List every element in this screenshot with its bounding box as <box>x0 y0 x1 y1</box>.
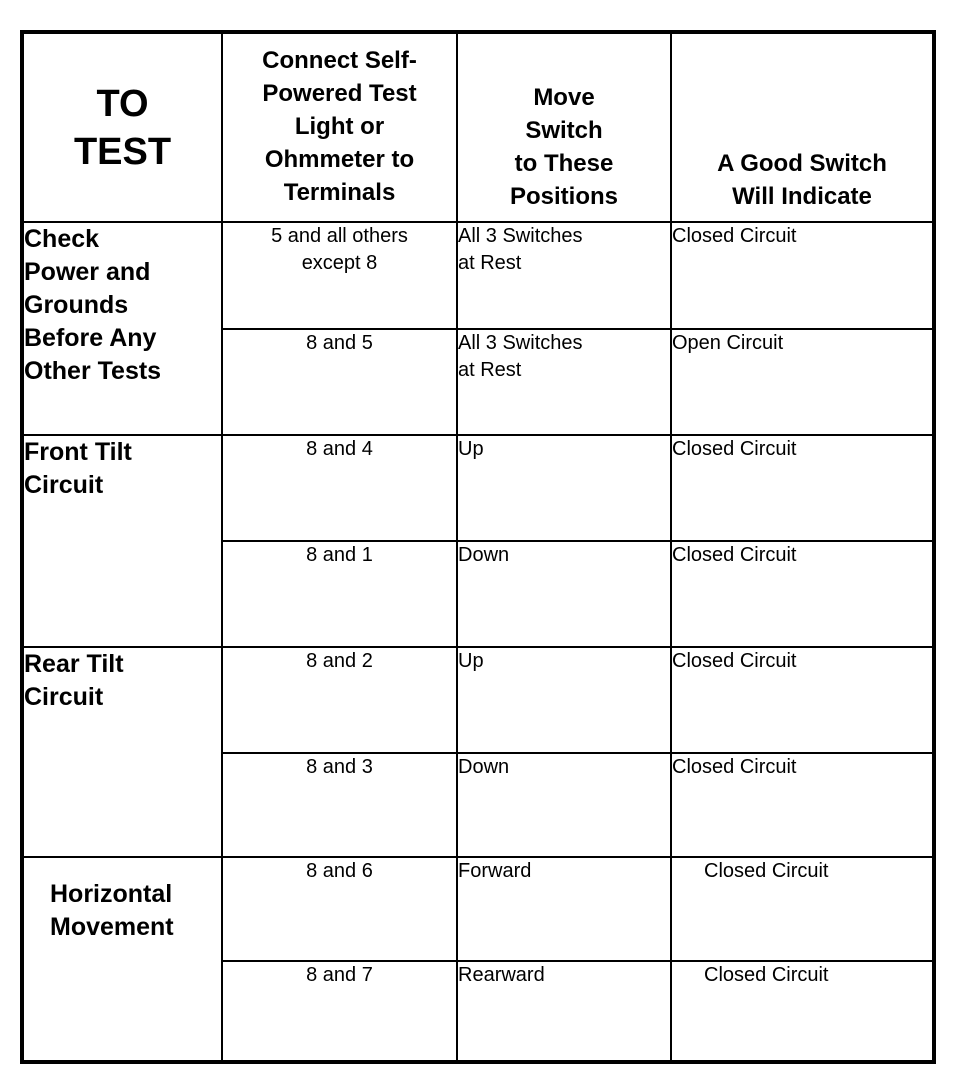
terminals-cell: 8 and 2 <box>222 647 457 753</box>
header-indicate: A Good Switch Will Indicate <box>671 32 934 222</box>
switch-test-document <box>20 30 936 1064</box>
position-cell: Forward <box>457 857 671 961</box>
table-row <box>22 647 934 753</box>
position-cell: Down <box>457 541 671 647</box>
table-row <box>22 222 934 329</box>
indication-cell: Closed Circuit <box>671 753 934 857</box>
terminals-cell: 8 and 5 <box>222 329 457 435</box>
position-cell: All 3 Switches at Rest <box>457 329 671 435</box>
terminals-cell: 8 and 6 <box>222 857 457 961</box>
header-terminals: Connect Self- Powered Test Light or Ohmmeter to Terminals <box>222 32 457 222</box>
position-cell: Down <box>457 753 671 857</box>
group-front-tilt: Front Tilt Circuit <box>22 435 222 647</box>
header-positions: Move Switch to These Positions <box>457 32 671 222</box>
header-row <box>22 32 934 222</box>
indication-cell: Closed Circuit <box>671 961 934 1062</box>
indication-cell: Closed Circuit <box>671 222 934 329</box>
position-cell: Rearward <box>457 961 671 1062</box>
position-cell: Up <box>457 647 671 753</box>
group-power-grounds: Check Power and Grounds Before Any Other Tests <box>22 222 222 435</box>
indication-cell: Closed Circuit <box>671 541 934 647</box>
switch-test-table <box>20 30 936 1064</box>
position-cell: Up <box>457 435 671 541</box>
indication-cell: Open Circuit <box>671 329 934 435</box>
table-row <box>22 435 934 541</box>
header-to-test: TO TEST <box>22 32 222 222</box>
indication-cell: Closed Circuit <box>671 647 934 753</box>
group-horizontal-movement: Horizontal Movement <box>22 857 222 1062</box>
group-rear-tilt: Rear Tilt Circuit <box>22 647 222 857</box>
indication-cell: Closed Circuit <box>671 435 934 541</box>
terminals-cell: 8 and 4 <box>222 435 457 541</box>
position-cell: All 3 Switches at Rest <box>457 222 671 329</box>
indication-cell: Closed Circuit <box>671 857 934 961</box>
table-row <box>22 857 934 961</box>
terminals-cell: 5 and all others except 8 <box>222 222 457 329</box>
terminals-cell: 8 and 7 <box>222 961 457 1062</box>
terminals-cell: 8 and 3 <box>222 753 457 857</box>
terminals-cell: 8 and 1 <box>222 541 457 647</box>
